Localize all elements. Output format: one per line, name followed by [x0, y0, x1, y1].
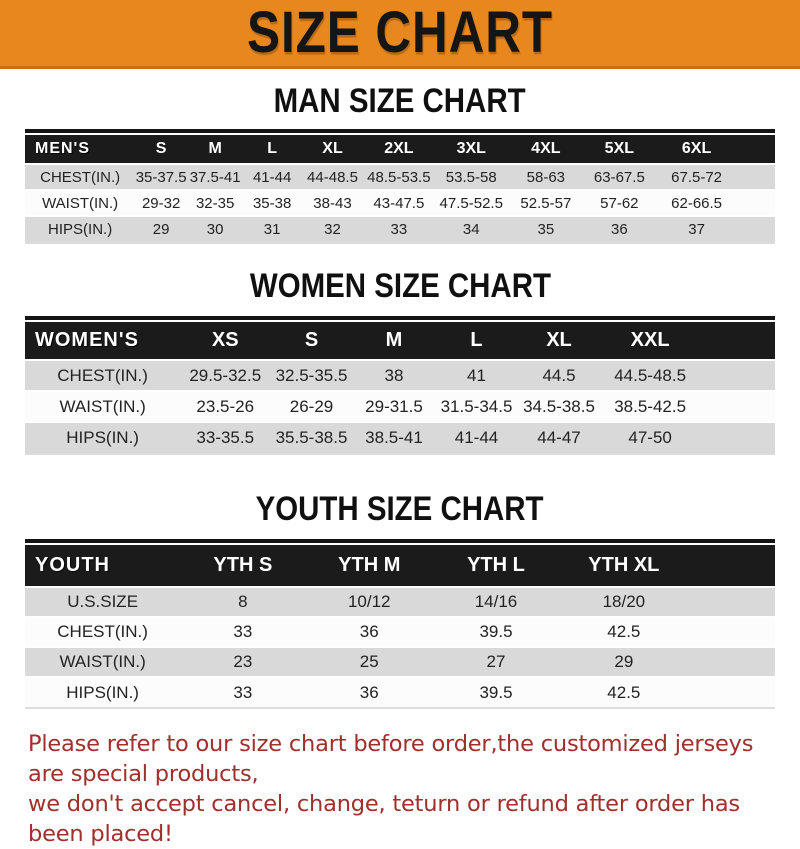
size-cell: 33	[180, 617, 305, 647]
youth-size-header: YTH S	[180, 545, 305, 587]
men-waist-row	[25, 190, 775, 216]
size-cell: 53.5-58	[434, 164, 509, 190]
size-cell: 25	[306, 647, 434, 677]
size-cell: 58-63	[509, 164, 583, 190]
size-cell: 33	[180, 677, 305, 707]
size-cell: 38-43	[301, 190, 364, 216]
spacer-cell	[689, 545, 775, 587]
size-cell: 27	[433, 647, 559, 677]
disclaimer-line-2: we don't accept cancel, change, teturn or refund after order has been placed!	[28, 791, 740, 847]
size-cell: 31.5-34.5	[435, 391, 518, 422]
spacer-cell	[700, 360, 775, 391]
size-cell: 39.5	[433, 617, 559, 647]
size-cell: 18/20	[559, 587, 689, 617]
size-cell: 44-47	[518, 422, 601, 453]
size-cell: 33	[364, 216, 434, 242]
youth-band-label: YOUTH	[25, 545, 180, 587]
page-title: SIZE CHART	[247, 0, 553, 66]
size-cell: 14/16	[433, 587, 559, 617]
size-cell: 36	[306, 677, 434, 707]
men-section-title-text: MAN SIZE CHART	[274, 81, 526, 120]
size-cell: 39.5	[433, 677, 559, 707]
row-label: HIPS(IN.)	[25, 216, 135, 242]
disclaimer-line-1: Please refer to our size chart before order,the customized jerseys are special products,	[28, 731, 754, 787]
youth-waist-row	[25, 647, 775, 677]
women-waist-row	[25, 391, 775, 422]
men-chest-row	[25, 164, 775, 190]
men-section-title	[0, 83, 800, 119]
size-cell: 36	[583, 216, 656, 242]
size-cell: 35-38	[243, 190, 301, 216]
disclaimer-note	[28, 729, 772, 849]
spacer-cell	[689, 647, 775, 677]
men-size-header: M	[187, 135, 243, 164]
youth-size-header: YTH M	[306, 545, 434, 587]
row-label: HIPS(IN.)	[25, 422, 180, 453]
youth-chest-row	[25, 617, 775, 647]
youth-size-header: YTH XL	[559, 545, 689, 587]
row-label: CHEST(IN.)	[25, 164, 135, 190]
size-cell: 32.5-35.5	[270, 360, 353, 391]
size-cell: 33-35.5	[180, 422, 270, 453]
youth-ussize-row	[25, 587, 775, 617]
size-cell: 47-50	[600, 422, 700, 453]
youth-section-title	[0, 491, 800, 527]
spacer-cell	[737, 135, 775, 164]
spacer-cell	[689, 677, 775, 707]
women-chest-row	[25, 360, 775, 391]
size-cell: 57-62	[583, 190, 656, 216]
size-cell: 29-31.5	[353, 391, 436, 422]
women-size-header: L	[435, 322, 518, 360]
size-cell: 30	[187, 216, 243, 242]
size-cell: 47.5-52.5	[434, 190, 509, 216]
men-size-header: L	[243, 135, 301, 164]
men-size-header: 6XL	[656, 135, 738, 164]
size-cell: 37	[656, 216, 738, 242]
size-cell: 37.5-41	[187, 164, 243, 190]
size-cell: 62-66.5	[656, 190, 738, 216]
row-label: WAIST(IN.)	[25, 190, 135, 216]
size-cell: 29	[559, 647, 689, 677]
women-size-header: S	[270, 322, 353, 360]
spacer-cell	[700, 322, 775, 360]
row-label: WAIST(IN.)	[25, 647, 180, 677]
spacer-cell	[737, 216, 775, 242]
size-cell: 23	[180, 647, 305, 677]
size-cell: 63-67.5	[583, 164, 656, 190]
spacer-cell	[689, 617, 775, 647]
size-cell: 41	[435, 360, 518, 391]
size-cell: 42.5	[559, 677, 689, 707]
spacer-cell	[737, 164, 775, 190]
women-section-title	[0, 268, 800, 304]
men-band-label: MEN'S	[25, 135, 135, 164]
men-size-header: 3XL	[434, 135, 509, 164]
women-hips-row	[25, 422, 775, 453]
size-cell: 38.5-42.5	[600, 391, 700, 422]
size-cell: 44.5-48.5	[600, 360, 700, 391]
women-header-row	[25, 322, 775, 360]
women-size-table	[25, 316, 775, 455]
women-band-label: WOMEN'S	[25, 322, 180, 360]
size-cell: 10/12	[306, 587, 434, 617]
youth-hips-row	[25, 677, 775, 707]
youth-table	[25, 545, 775, 707]
women-table	[25, 322, 775, 453]
size-cell: 31	[243, 216, 301, 242]
size-cell: 32	[301, 216, 364, 242]
spacer-cell	[689, 587, 775, 617]
men-table	[25, 135, 775, 242]
men-size-header: 4XL	[509, 135, 583, 164]
spacer-cell	[737, 190, 775, 216]
women-size-header: XXL	[600, 322, 700, 360]
men-size-table	[25, 129, 775, 244]
women-section-title-text: WOMEN SIZE CHART	[249, 266, 551, 305]
size-cell: 67.5-72	[656, 164, 738, 190]
row-label: HIPS(IN.)	[25, 677, 180, 707]
size-cell: 35-37.5	[135, 164, 187, 190]
size-cell: 8	[180, 587, 305, 617]
men-size-header: XL	[301, 135, 364, 164]
women-size-header: XS	[180, 322, 270, 360]
men-size-header: 5XL	[583, 135, 656, 164]
size-cell: 29-32	[135, 190, 187, 216]
size-cell: 26-29	[270, 391, 353, 422]
row-label: WAIST(IN.)	[25, 391, 180, 422]
size-cell: 44.5	[518, 360, 601, 391]
size-cell: 29.5-32.5	[180, 360, 270, 391]
size-cell: 44-48.5	[301, 164, 364, 190]
women-size-header: M	[353, 322, 436, 360]
youth-size-header: YTH L	[433, 545, 559, 587]
row-label: U.S.SIZE	[25, 587, 180, 617]
size-cell: 34	[434, 216, 509, 242]
size-cell: 38.5-41	[353, 422, 436, 453]
men-size-header: S	[135, 135, 187, 164]
size-cell: 52.5-57	[509, 190, 583, 216]
size-cell: 36	[306, 617, 434, 647]
youth-size-table	[25, 539, 775, 709]
men-size-header: 2XL	[364, 135, 434, 164]
row-label: CHEST(IN.)	[25, 360, 180, 391]
men-header-row	[25, 135, 775, 164]
size-chart-banner	[0, 0, 800, 69]
size-cell: 29	[135, 216, 187, 242]
spacer-cell	[700, 391, 775, 422]
size-cell: 42.5	[559, 617, 689, 647]
spacer-cell	[700, 422, 775, 453]
size-cell: 35	[509, 216, 583, 242]
youth-section-title-text: YOUTH SIZE CHART	[256, 489, 544, 528]
size-cell: 41-44	[435, 422, 518, 453]
size-cell: 38	[353, 360, 436, 391]
size-cell: 34.5-38.5	[518, 391, 601, 422]
men-hips-row	[25, 216, 775, 242]
size-cell: 23.5-26	[180, 391, 270, 422]
size-cell: 35.5-38.5	[270, 422, 353, 453]
size-cell: 48.5-53.5	[364, 164, 434, 190]
size-cell: 43-47.5	[364, 190, 434, 216]
row-label: CHEST(IN.)	[25, 617, 180, 647]
women-size-header: XL	[518, 322, 601, 360]
size-cell: 41-44	[243, 164, 301, 190]
size-cell: 32-35	[187, 190, 243, 216]
youth-header-row	[25, 545, 775, 587]
